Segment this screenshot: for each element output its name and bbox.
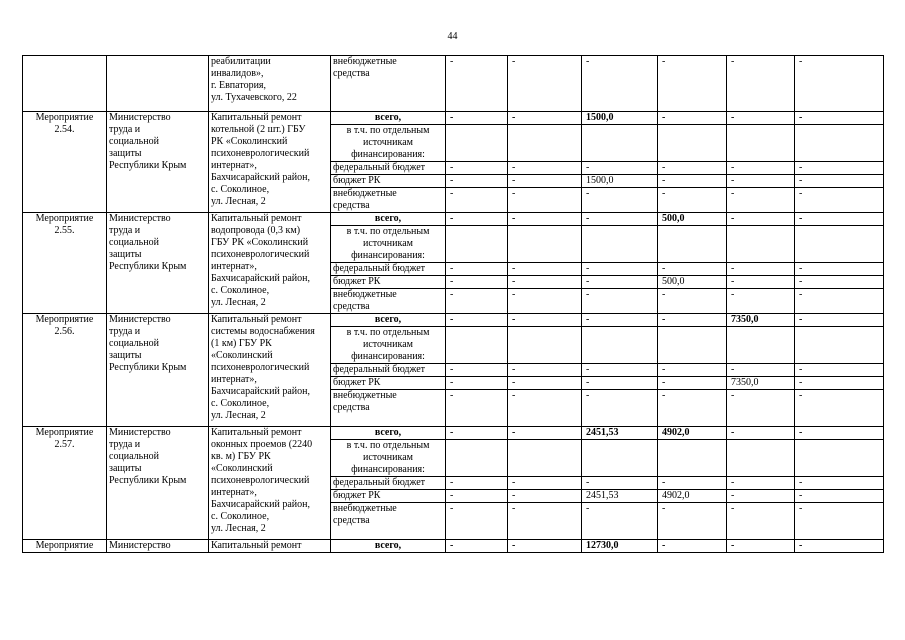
breakdown-empty-5 [727,125,795,162]
breakdown-empty-5 [727,226,795,263]
source-federal-label: федеральный бюджет [331,162,446,175]
measure-description-line: интернат», [211,261,257,272]
executor-name-line: Министерство [109,314,171,325]
regional-year-3: 1500,0 [582,175,658,188]
regional-year-6: - [795,490,884,503]
executor-name-line: социальной [109,451,159,462]
total-year-6: - [795,427,884,440]
executor-name: Министерство [107,540,209,553]
page-number: 44 [447,31,458,42]
extrabudgetary-year-5: - [727,503,795,540]
extrabudgetary-year-3: - [582,390,658,427]
federal-year-6: - [795,162,884,175]
total-year-6: - [795,112,884,125]
source-extrabudgetary-label-line: средства [333,515,370,526]
source-regional-label: бюджет РК [331,276,446,289]
measure-id: Мероприятие [23,540,107,553]
federal-year-1: - [446,477,508,490]
measure-description-line: ул. Лесная, 2 [211,297,266,308]
measure-description-line: Капитальный ремонт [211,213,302,224]
breakdown-empty-1 [446,125,508,162]
total-year-1: - [446,314,508,327]
source-breakdown-label-line: в т.ч. по отдельным [346,440,430,451]
table-row [23,56,884,112]
breakdown-empty-2 [508,125,582,162]
extrabudgetary-year-6: - [795,289,884,314]
measure-description-line: РК «Соколинский [211,136,288,147]
measure-id-line: Мероприятие [35,112,94,123]
federal-year-3: - [582,477,658,490]
regional-year-5: - [727,175,795,188]
executor-name-line: труда и [109,326,141,337]
extrabudgetary-year-6: - [795,503,884,540]
breakdown-empty-2 [508,327,582,364]
extrabudgetary-year-4: - [658,289,727,314]
regional-year-1: - [446,490,508,503]
measure-id [23,112,107,213]
measure-description-line: реабилитации [211,56,271,67]
measure-description-line: Бахчисарайский район, [211,273,310,284]
measure-id-line: Мероприятие [35,314,94,325]
extrabudgetary-year-1: - [446,390,508,427]
extrabudgetary-year-3: - [582,188,658,213]
measure-description-line: ул. Лесная, 2 [211,410,266,421]
executor-cell [107,56,209,112]
breakdown-empty-4 [658,440,727,477]
regional-year-1: - [446,276,508,289]
total-year-4: 4902,0 [658,427,727,440]
source-extrabudgetary-label [331,503,446,540]
breakdown-empty-3 [582,125,658,162]
source-breakdown-label-line: источникам [363,137,413,148]
extrabudgetary-year-3: - [582,289,658,314]
total-year-5: - [727,427,795,440]
source-total-label: всего, [331,213,446,226]
source-regional-label: бюджет РК [331,377,446,390]
source-breakdown-label-line: в т.ч. по отдельным [346,125,430,136]
source-breakdown-label [331,226,446,263]
source-extrabudgetary-label-line: средства [333,301,370,312]
federal-year-5: - [727,162,795,175]
source-breakdown-label-line: финансирования: [351,250,425,261]
source-breakdown-label-line: в т.ч. по отдельным [346,327,430,338]
regional-year-2: - [508,175,582,188]
measure-description-line: психоневрологический [211,249,310,260]
federal-year-4: - [658,162,727,175]
extrabudgetary-year-2: - [508,503,582,540]
source-extrabudgetary-label-line: средства [333,402,370,413]
financing-table [22,55,884,553]
federal-year-5: - [727,477,795,490]
measure-description-line: Капитальный ремонт [211,314,302,325]
breakdown-empty-6 [795,327,884,364]
source-extrabudgetary-label-line: внебюджетные [333,289,397,300]
value-year-1: - [446,56,508,112]
measure-description-line: водопровода (0,3 км) [211,225,301,236]
total-year-1: - [446,112,508,125]
total-year-3: - [582,213,658,226]
source-extrabudgetary-line: внебюджетные [333,56,397,67]
value-year-2: - [508,56,582,112]
source-breakdown-label-line: источникам [363,238,413,249]
measure-description-line: Капитальный ремонт [211,427,302,438]
source-breakdown-label-line: финансирования: [351,149,425,160]
breakdown-empty-3 [582,327,658,364]
breakdown-empty-3 [582,440,658,477]
executor-name-line: Министерство [109,112,171,123]
executor-name [107,213,209,314]
measure-description-line: с. Соколиное, [211,285,270,296]
measure-description-line: г. Евпатория, [211,80,267,91]
measure-description-line: (1 км) ГБУ РК [211,338,272,349]
executor-name-line: Республики Крым [109,362,187,373]
measure-description-line: интернат», [211,160,257,171]
source-extrabudgetary-label-line: внебюджетные [333,188,397,199]
total-year-2: - [508,540,582,553]
source-extrabudgetary-line: средства [333,68,370,79]
regional-year-2: - [508,490,582,503]
extrabudgetary-year-6: - [795,188,884,213]
total-year-5: - [727,112,795,125]
extrabudgetary-year-5: - [727,289,795,314]
total-year-4: - [658,112,727,125]
breakdown-empty-6 [795,226,884,263]
regional-year-4: - [658,377,727,390]
source-total-label: всего, [331,540,446,553]
breakdown-empty-3 [582,226,658,263]
total-year-6: - [795,540,884,553]
measure-id-cell [23,56,107,112]
breakdown-empty-6 [795,125,884,162]
regional-year-5: - [727,276,795,289]
regional-year-4: - [658,175,727,188]
regional-year-6: - [795,175,884,188]
measure-description-line: с. Соколиное, [211,511,270,522]
value-year-6: - [795,56,884,112]
table-row [23,540,884,553]
executor-name-line: защиты [109,463,142,474]
measure-id [23,213,107,314]
federal-year-2: - [508,263,582,276]
source-extrabudgetary-label-line: внебюджетные [333,503,397,514]
source-breakdown-label-line: финансирования: [351,351,425,362]
extrabudgetary-year-2: - [508,390,582,427]
source-extrabudgetary-label-line: внебюджетные [333,390,397,401]
breakdown-empty-1 [446,327,508,364]
value-year-4: - [658,56,727,112]
executor-name-line: труда и [109,124,141,135]
total-year-3: 1500,0 [582,112,658,125]
measure-description-line: инвалидов», [211,68,264,79]
measure-id-line: Мероприятие [35,427,94,438]
source-breakdown-label [331,125,446,162]
extrabudgetary-year-1: - [446,188,508,213]
table-row [23,213,884,226]
measure-id [23,314,107,427]
measure-description [209,112,331,213]
federal-year-2: - [508,477,582,490]
measure-description-line: интернат», [211,487,257,498]
regional-year-1: - [446,175,508,188]
extrabudgetary-year-1: - [446,289,508,314]
executor-name-line: Республики Крым [109,261,187,272]
federal-year-4: - [658,263,727,276]
source-extrabudgetary-label [331,390,446,427]
measure-description-line: интернат», [211,374,257,385]
measure-description-line: психоневрологический [211,148,310,159]
breakdown-empty-4 [658,125,727,162]
extrabudgetary-year-3: - [582,503,658,540]
measure-description: Капитальный ремонт [209,540,331,553]
total-year-3: 2451,53 [582,427,658,440]
source-breakdown-label-line: источникам [363,339,413,350]
source-federal-label: федеральный бюджет [331,263,446,276]
source-total-label: всего, [331,427,446,440]
total-year-2: - [508,112,582,125]
regional-year-3: - [582,276,658,289]
measure-id-line: 2.56. [54,326,75,337]
executor-name [107,314,209,427]
measure-id [23,427,107,540]
executor-name-line: Министерство [109,427,171,438]
source-regional-label: бюджет РК [331,175,446,188]
source-federal-label: федеральный бюджет [331,477,446,490]
source-breakdown-label [331,440,446,477]
measure-description-line: котельной (2 шт.) ГБУ [211,124,306,135]
breakdown-empty-2 [508,440,582,477]
executor-name [107,427,209,540]
measure-id-line: Мероприятие [35,213,94,224]
measure-id-line: 2.54. [54,124,75,135]
measure-description-line: Бахчисарайский район, [211,499,310,510]
regional-year-3: - [582,377,658,390]
breakdown-empty-5 [727,327,795,364]
total-year-3: - [582,314,658,327]
total-year-5: - [727,540,795,553]
federal-year-6: - [795,364,884,377]
measure-description-line: «Соколинский [211,350,273,361]
executor-name-line: защиты [109,148,142,159]
measure-description [209,314,331,427]
executor-name-line: труда и [109,439,141,450]
source-total-label: всего, [331,314,446,327]
measure-description-line: Бахчисарайский район, [211,172,310,183]
source-total-label: всего, [331,112,446,125]
extrabudgetary-year-4: - [658,188,727,213]
measure-description [209,56,331,112]
source-extrabudgetary-label [331,289,446,314]
federal-year-6: - [795,263,884,276]
measure-description-line: Капитальный ремонт [211,112,302,123]
measure-description [209,427,331,540]
federal-year-4: - [658,477,727,490]
extrabudgetary-year-4: - [658,503,727,540]
regional-year-2: - [508,377,582,390]
measure-description-line: системы водоснабжения [211,326,315,337]
executor-name [107,112,209,213]
extrabudgetary-year-1: - [446,503,508,540]
source-breakdown-label-line: источникам [363,452,413,463]
breakdown-empty-5 [727,440,795,477]
value-year-3: - [582,56,658,112]
federal-year-1: - [446,364,508,377]
source-regional-label: бюджет РК [331,490,446,503]
regional-year-3: 2451,53 [582,490,658,503]
federal-year-3: - [582,162,658,175]
measure-description-line: кв. м) ГБУ РК [211,451,271,462]
table-row [23,112,884,125]
executor-name-line: защиты [109,350,142,361]
breakdown-empty-4 [658,226,727,263]
source-breakdown-label [331,327,446,364]
source-extrabudgetary [331,56,446,112]
measure-id-line: 2.55. [54,225,75,236]
regional-year-4: 500,0 [658,276,727,289]
measure-description-line: с. Соколиное, [211,184,270,195]
measure-description-line: Бахчисарайский район, [211,386,310,397]
source-federal-label: федеральный бюджет [331,364,446,377]
extrabudgetary-year-6: - [795,390,884,427]
total-year-2: - [508,314,582,327]
value-year-5: - [727,56,795,112]
total-year-5: - [727,213,795,226]
federal-year-2: - [508,162,582,175]
breakdown-empty-1 [446,440,508,477]
breakdown-empty-1 [446,226,508,263]
table-row [23,427,884,440]
total-year-4: - [658,314,727,327]
regional-year-1: - [446,377,508,390]
measure-description-line: психоневрологический [211,475,310,486]
measure-description-line: «Соколинский [211,463,273,474]
executor-name-line: Республики Крым [109,160,187,171]
regional-year-6: - [795,276,884,289]
federal-year-4: - [658,364,727,377]
regional-year-6: - [795,377,884,390]
federal-year-3: - [582,364,658,377]
regional-year-5: 7350,0 [727,377,795,390]
breakdown-empty-4 [658,327,727,364]
total-year-2: - [508,427,582,440]
regional-year-4: 4902,0 [658,490,727,503]
executor-name-line: Республики Крым [109,475,187,486]
executor-name-line: социальной [109,136,159,147]
source-extrabudgetary-label [331,188,446,213]
executor-name-line: социальной [109,338,159,349]
regional-year-5: - [727,490,795,503]
source-breakdown-label-line: финансирования: [351,464,425,475]
total-year-1: - [446,427,508,440]
table-row [23,314,884,327]
federal-year-3: - [582,263,658,276]
measure-description-line: оконных проемов (2240 [211,439,313,450]
source-breakdown-label-line: в т.ч. по отдельным [346,226,430,237]
measure-description-line: ул. Лесная, 2 [211,523,266,534]
federal-year-2: - [508,364,582,377]
total-year-4: - [658,540,727,553]
total-year-2: - [508,213,582,226]
executor-name-line: Министерство [109,213,171,224]
federal-year-5: - [727,364,795,377]
extrabudgetary-year-5: - [727,188,795,213]
extrabudgetary-year-5: - [727,390,795,427]
breakdown-empty-2 [508,226,582,263]
total-year-6: - [795,314,884,327]
executor-name-line: социальной [109,237,159,248]
total-year-3: 12730,0 [582,540,658,553]
measure-description [209,213,331,314]
federal-year-5: - [727,263,795,276]
extrabudgetary-year-2: - [508,289,582,314]
federal-year-6: - [795,477,884,490]
executor-name-line: труда и [109,225,141,236]
executor-name-line: защиты [109,249,142,260]
extrabudgetary-year-2: - [508,188,582,213]
total-year-4: 500,0 [658,213,727,226]
total-year-6: - [795,213,884,226]
federal-year-1: - [446,162,508,175]
total-year-1: - [446,213,508,226]
measure-description-line: с. Соколиное, [211,398,270,409]
measure-id-line: 2.57. [54,439,75,450]
source-extrabudgetary-label-line: средства [333,200,370,211]
measure-description-line: психоневрологический [211,362,310,373]
measure-description-line: ул. Тухачевского, 22 [211,92,297,103]
total-year-5: 7350,0 [727,314,795,327]
federal-year-1: - [446,263,508,276]
extrabudgetary-year-4: - [658,390,727,427]
measure-description-line: ГБУ РК «Соколинский [211,237,309,248]
breakdown-empty-6 [795,440,884,477]
total-year-1: - [446,540,508,553]
measure-description-line: ул. Лесная, 2 [211,196,266,207]
regional-year-2: - [508,276,582,289]
